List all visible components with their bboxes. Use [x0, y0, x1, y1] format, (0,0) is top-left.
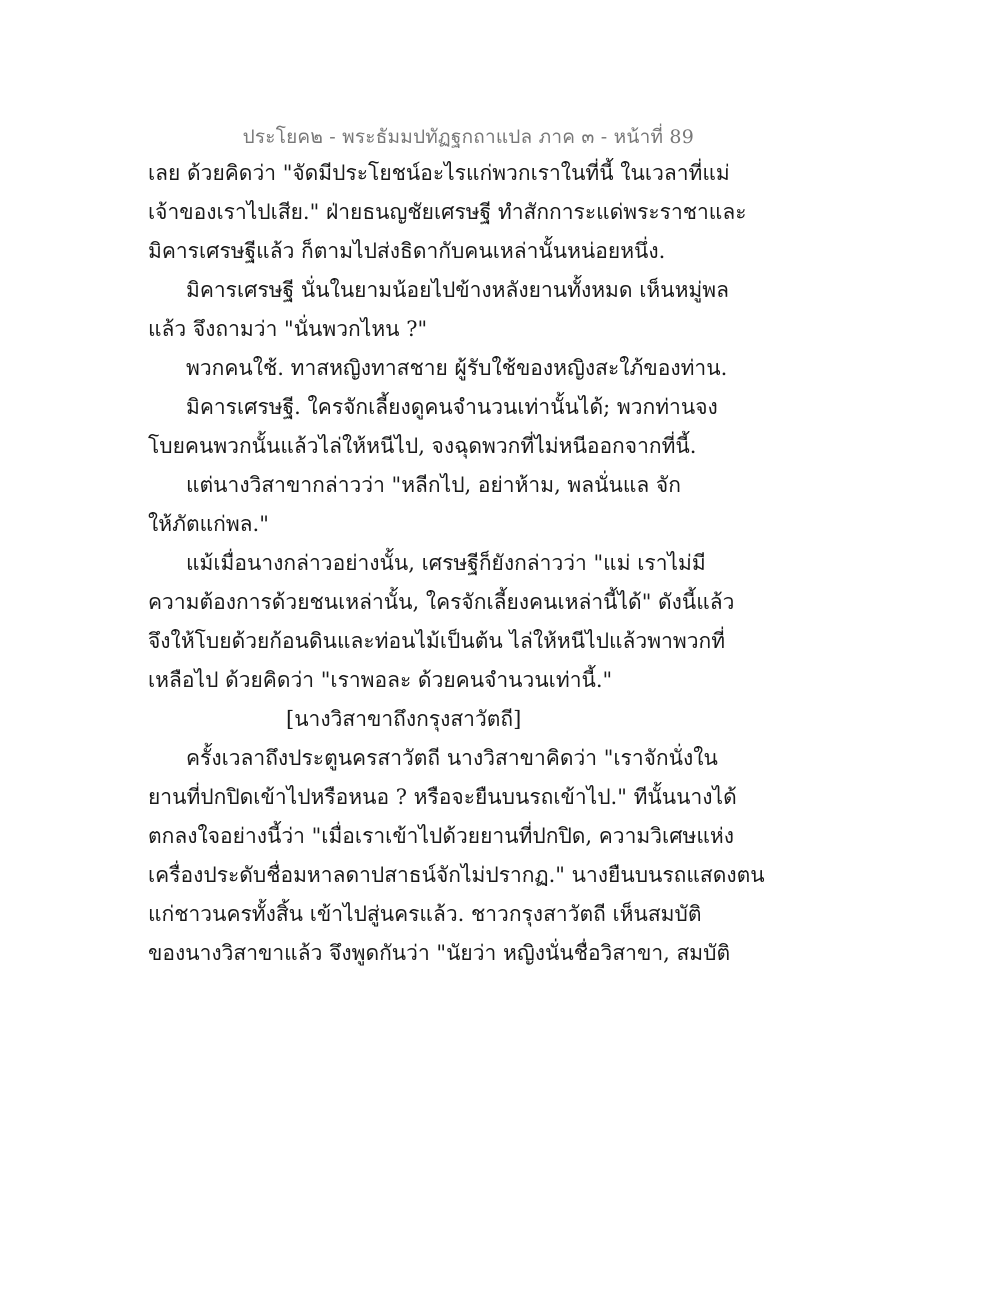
text-line: เจ้าของเราไปเสีย." ฝ่ายธนญชัยเศรษฐี ทำสักการะแด่พระราชาและ [148, 200, 747, 224]
page-body [148, 154, 765, 973]
paragraph-start-line: พวกคนใช้. ทาสหญิงทาสชาย ผู้รับใช้ของหญิงสะใภ้ของท่าน. [186, 356, 728, 380]
text-line: แก่ชาวนครทั้งสิ้น เข้าไปสู่นครแล้ว. ชาวกรุงสาวัตถี เห็นสมบัติ [148, 902, 702, 926]
text-line: เครื่องประดับชื่อมหาลดาปสาธน์จักไม่ปรากฏ." นางยืนบนรถแสดงตน [148, 863, 765, 887]
text-line: ของนางวิสาขาแล้ว จึงพูดกันว่า "นัยว่า หญิงนั่นชื่อวิสาขา, สมบัติ [148, 941, 731, 965]
section-heading: [นางวิสาขาถึงกรุงสาวัตถี] [286, 707, 522, 731]
paragraph-start-line: มิคารเศรษฐี นั่นในยามน้อยไปข้างหลังยานทั้งหมด เห็นหมู่พล [186, 278, 729, 302]
text-line: ให้ภัตแก่พล." [148, 512, 269, 536]
text-line: ยานที่ปกปิดเข้าไปหรือหนอ ? หรือจะยืนบนรถเข้าไป." ทีนั้นนางได้ [148, 785, 737, 809]
paragraph-start-line: แม้เมื่อนางกล่าวอย่างนั้น, เศรษฐีก็ยังกล่าวว่า "แม่ เราไม่มี [186, 551, 706, 575]
text-line: จึงให้โบยด้วยก้อนดินและท่อนไม้เป็นต้น ไล่ให้หนีไปแล้วพาพวกที่ [148, 629, 726, 653]
running-header: ประโยค๒ - พระธัมมปทัฏฐกถาแปล ภาค ๓ - หน้าที่ 89 [242, 126, 694, 148]
text-line: แล้ว จึงถามว่า "นั่นพวกไหน ?" [148, 317, 428, 341]
paragraph-start-line: แต่นางวิสาขากล่าวว่า "หลีกไป, อย่าห้าม, พลนั่นแล จัก [186, 473, 681, 497]
text-line: เลย ด้วยคิดว่า "จัดมีประโยชน์อะไรแก่พวกเราในที่นี้ ในเวลาที่แม่ [148, 161, 730, 185]
text-line: ตกลงใจอย่างนี้ว่า "เมื่อเราเข้าไปด้วยยานที่ปกปิด, ความวิเศษแห่ง [148, 824, 735, 848]
text-line: โบยคนพวกนั้นแล้วไล่ให้หนีไป, จงฉุดพวกที่ไม่หนีออกจากที่นี้. [148, 434, 697, 458]
text-line: ความต้องการด้วยชนเหล่านั้น, ใครจักเลี้ยงคนเหล่านี้ได้" ดังนี้แล้ว [148, 590, 735, 614]
text-line: เหลือไป ด้วยคิดว่า "เราพอละ ด้วยคนจำนวนเท่านี้." [148, 668, 613, 692]
text-line: มิคารเศรษฐีแล้ว ก็ตามไปส่งธิดากับคนเหล่านั้นหน่อยหนึ่ง. [148, 239, 666, 263]
paragraph-start-line: ครั้งเวลาถึงประตูนครสาวัตถี นางวิสาขาคิดว่า "เราจักนั่งใน [186, 746, 718, 770]
paragraph-start-line: มิคารเศรษฐี. ใครจักเลี้ยงดูคนจำนวนเท่านั้นได้; พวกท่านจง [186, 395, 718, 419]
